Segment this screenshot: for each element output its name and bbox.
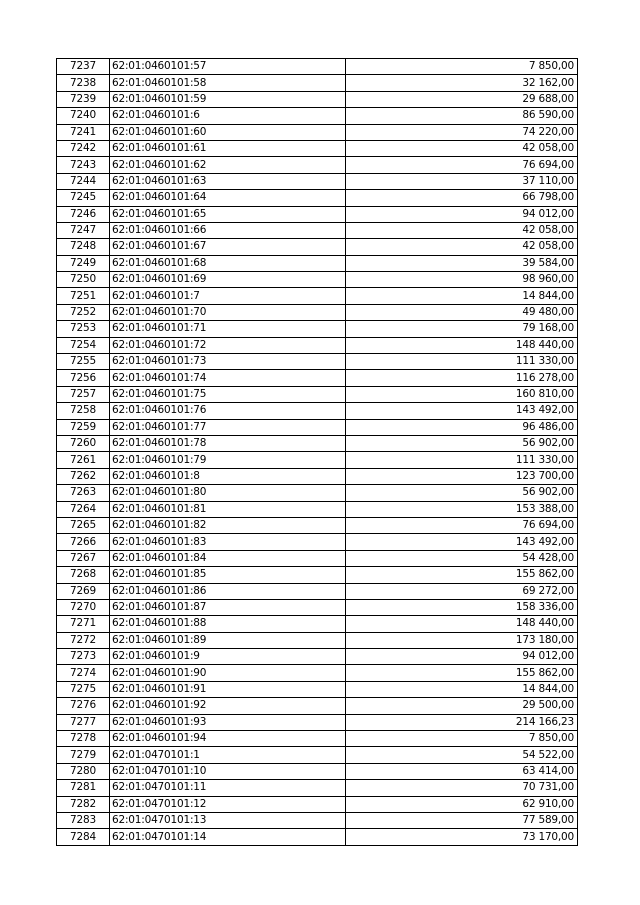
- row-number-cell: 7278: [57, 731, 110, 747]
- row-number-cell: 7269: [57, 583, 110, 599]
- table-row: [57, 501, 578, 517]
- table-row: [57, 206, 578, 222]
- table-row: [57, 780, 578, 796]
- table-row: [57, 321, 578, 337]
- table-row: [57, 173, 578, 189]
- value-cell: 98 960,00: [346, 272, 578, 288]
- row-number-cell: 7257: [57, 386, 110, 402]
- cadastral-number-cell: 62:01:0460101:57: [110, 59, 346, 75]
- cadastral-number-cell: 62:01:0460101:6: [110, 108, 346, 124]
- value-cell: 49 480,00: [346, 304, 578, 320]
- cadastral-number-cell: 62:01:0460101:73: [110, 354, 346, 370]
- value-cell: 111 330,00: [346, 354, 578, 370]
- table-row: [57, 140, 578, 156]
- value-cell: 42 058,00: [346, 239, 578, 255]
- value-cell: 54 428,00: [346, 550, 578, 566]
- cadastral-number-cell: 62:01:0460101:83: [110, 534, 346, 550]
- value-cell: 14 844,00: [346, 288, 578, 304]
- cadastral-number-cell: 62:01:0470101:10: [110, 763, 346, 779]
- table-row: [57, 435, 578, 451]
- value-cell: 76 694,00: [346, 517, 578, 533]
- value-cell: 62 910,00: [346, 796, 578, 812]
- cadastral-number-cell: 62:01:0460101:79: [110, 452, 346, 468]
- value-cell: 143 492,00: [346, 534, 578, 550]
- value-cell: 155 862,00: [346, 567, 578, 583]
- table-body: [57, 59, 578, 846]
- value-cell: 116 278,00: [346, 370, 578, 386]
- row-number-cell: 7266: [57, 534, 110, 550]
- value-cell: 158 336,00: [346, 599, 578, 615]
- table-row: [57, 403, 578, 419]
- cadastral-number-cell: 62:01:0460101:66: [110, 222, 346, 238]
- table-row: [57, 370, 578, 386]
- row-number-cell: 7243: [57, 157, 110, 173]
- cadastral-number-cell: 62:01:0460101:64: [110, 190, 346, 206]
- value-cell: 42 058,00: [346, 140, 578, 156]
- row-number-cell: 7253: [57, 321, 110, 337]
- row-number-cell: 7244: [57, 173, 110, 189]
- row-number-cell: 7282: [57, 796, 110, 812]
- row-number-cell: 7251: [57, 288, 110, 304]
- table-row: [57, 288, 578, 304]
- table-row: [57, 632, 578, 648]
- cadastral-number-cell: 62:01:0460101:87: [110, 599, 346, 615]
- cadastral-number-cell: 62:01:0460101:78: [110, 435, 346, 451]
- table-row: [57, 517, 578, 533]
- row-number-cell: 7241: [57, 124, 110, 140]
- cadastral-number-cell: 62:01:0460101:7: [110, 288, 346, 304]
- row-number-cell: 7276: [57, 698, 110, 714]
- cadastral-number-cell: 62:01:0460101:59: [110, 91, 346, 107]
- cadastral-number-cell: 62:01:0460101:85: [110, 567, 346, 583]
- row-number-cell: 7281: [57, 780, 110, 796]
- row-number-cell: 7284: [57, 829, 110, 845]
- cadastral-number-cell: 62:01:0470101:13: [110, 812, 346, 828]
- row-number-cell: 7256: [57, 370, 110, 386]
- value-cell: 86 590,00: [346, 108, 578, 124]
- value-cell: 42 058,00: [346, 222, 578, 238]
- cadastral-number-cell: 62:01:0460101:80: [110, 485, 346, 501]
- table-row: [57, 681, 578, 697]
- row-number-cell: 7246: [57, 206, 110, 222]
- value-cell: 94 012,00: [346, 649, 578, 665]
- row-number-cell: 7259: [57, 419, 110, 435]
- cadastral-number-cell: 62:01:0460101:69: [110, 272, 346, 288]
- cadastral-value-table: [56, 58, 578, 846]
- table-row: [57, 59, 578, 75]
- cadastral-number-cell: 62:01:0460101:60: [110, 124, 346, 140]
- row-number-cell: 7271: [57, 616, 110, 632]
- cadastral-number-cell: 62:01:0460101:62: [110, 157, 346, 173]
- row-number-cell: 7263: [57, 485, 110, 501]
- row-number-cell: 7267: [57, 550, 110, 566]
- cadastral-number-cell: 62:01:0460101:61: [110, 140, 346, 156]
- row-number-cell: 7261: [57, 452, 110, 468]
- table-row: [57, 75, 578, 91]
- value-cell: 153 388,00: [346, 501, 578, 517]
- cadastral-number-cell: 62:01:0470101:11: [110, 780, 346, 796]
- cadastral-number-cell: 62:01:0460101:68: [110, 255, 346, 271]
- table-row: [57, 124, 578, 140]
- row-number-cell: 7262: [57, 468, 110, 484]
- table-row: [57, 485, 578, 501]
- row-number-cell: 7237: [57, 59, 110, 75]
- row-number-cell: 7248: [57, 239, 110, 255]
- value-cell: 32 162,00: [346, 75, 578, 91]
- row-number-cell: 7283: [57, 812, 110, 828]
- table-row: [57, 386, 578, 402]
- table-row: [57, 714, 578, 730]
- row-number-cell: 7255: [57, 354, 110, 370]
- cadastral-number-cell: 62:01:0460101:63: [110, 173, 346, 189]
- row-number-cell: 7249: [57, 255, 110, 271]
- cadastral-number-cell: 62:01:0460101:89: [110, 632, 346, 648]
- cadastral-number-cell: 62:01:0470101:14: [110, 829, 346, 845]
- table-row: [57, 747, 578, 763]
- row-number-cell: 7252: [57, 304, 110, 320]
- table-row: [57, 337, 578, 353]
- cadastral-number-cell: 62:01:0460101:88: [110, 616, 346, 632]
- value-cell: 79 168,00: [346, 321, 578, 337]
- cadastral-number-cell: 62:01:0460101:81: [110, 501, 346, 517]
- value-cell: 148 440,00: [346, 616, 578, 632]
- value-cell: 94 012,00: [346, 206, 578, 222]
- table-row: [57, 255, 578, 271]
- table-row: [57, 649, 578, 665]
- row-number-cell: 7270: [57, 599, 110, 615]
- cadastral-number-cell: 62:01:0460101:75: [110, 386, 346, 402]
- value-cell: 63 414,00: [346, 763, 578, 779]
- value-cell: 77 589,00: [346, 812, 578, 828]
- table-row: [57, 731, 578, 747]
- row-number-cell: 7264: [57, 501, 110, 517]
- table-row: [57, 599, 578, 615]
- value-cell: 56 902,00: [346, 435, 578, 451]
- table-row: [57, 763, 578, 779]
- cadastral-number-cell: 62:01:0460101:8: [110, 468, 346, 484]
- cadastral-number-cell: 62:01:0460101:91: [110, 681, 346, 697]
- table-row: [57, 91, 578, 107]
- value-cell: 173 180,00: [346, 632, 578, 648]
- row-number-cell: 7247: [57, 222, 110, 238]
- row-number-cell: 7242: [57, 140, 110, 156]
- table-row: [57, 190, 578, 206]
- value-cell: 29 500,00: [346, 698, 578, 714]
- table-row: [57, 829, 578, 845]
- value-cell: 37 110,00: [346, 173, 578, 189]
- value-cell: 143 492,00: [346, 403, 578, 419]
- row-number-cell: 7258: [57, 403, 110, 419]
- cadastral-number-cell: 62:01:0460101:74: [110, 370, 346, 386]
- row-number-cell: 7240: [57, 108, 110, 124]
- value-cell: 96 486,00: [346, 419, 578, 435]
- table-row: [57, 419, 578, 435]
- cadastral-number-cell: 62:01:0460101:84: [110, 550, 346, 566]
- table-row: [57, 698, 578, 714]
- table-row: [57, 796, 578, 812]
- table-row: [57, 812, 578, 828]
- row-number-cell: 7254: [57, 337, 110, 353]
- cadastral-number-cell: 62:01:0460101:72: [110, 337, 346, 353]
- value-cell: 76 694,00: [346, 157, 578, 173]
- row-number-cell: 7239: [57, 91, 110, 107]
- table-row: [57, 304, 578, 320]
- table-row: [57, 157, 578, 173]
- value-cell: 7 850,00: [346, 731, 578, 747]
- table-row: [57, 550, 578, 566]
- cadastral-number-cell: 62:01:0460101:65: [110, 206, 346, 222]
- cadastral-number-cell: 62:01:0460101:70: [110, 304, 346, 320]
- value-cell: 39 584,00: [346, 255, 578, 271]
- cadastral-number-cell: 62:01:0460101:93: [110, 714, 346, 730]
- row-number-cell: 7277: [57, 714, 110, 730]
- row-number-cell: 7280: [57, 763, 110, 779]
- row-number-cell: 7273: [57, 649, 110, 665]
- table-row: [57, 468, 578, 484]
- row-number-cell: 7265: [57, 517, 110, 533]
- value-cell: 7 850,00: [346, 59, 578, 75]
- cadastral-number-cell: 62:01:0460101:58: [110, 75, 346, 91]
- cadastral-number-cell: 62:01:0460101:71: [110, 321, 346, 337]
- row-number-cell: 7274: [57, 665, 110, 681]
- value-cell: 155 862,00: [346, 665, 578, 681]
- cadastral-number-cell: 62:01:0460101:92: [110, 698, 346, 714]
- value-cell: 214 166,23: [346, 714, 578, 730]
- table-row: [57, 616, 578, 632]
- value-cell: 123 700,00: [346, 468, 578, 484]
- cadastral-number-cell: 62:01:0460101:9: [110, 649, 346, 665]
- cadastral-number-cell: 62:01:0460101:90: [110, 665, 346, 681]
- row-number-cell: 7250: [57, 272, 110, 288]
- cadastral-number-cell: 62:01:0470101:12: [110, 796, 346, 812]
- value-cell: 14 844,00: [346, 681, 578, 697]
- cadastral-number-cell: 62:01:0460101:82: [110, 517, 346, 533]
- cadastral-number-cell: 62:01:0470101:1: [110, 747, 346, 763]
- value-cell: 70 731,00: [346, 780, 578, 796]
- row-number-cell: 7268: [57, 567, 110, 583]
- cadastral-number-cell: 62:01:0460101:86: [110, 583, 346, 599]
- cadastral-number-cell: 62:01:0460101:76: [110, 403, 346, 419]
- row-number-cell: 7279: [57, 747, 110, 763]
- row-number-cell: 7238: [57, 75, 110, 91]
- row-number-cell: 7272: [57, 632, 110, 648]
- table-row: [57, 567, 578, 583]
- row-number-cell: 7275: [57, 681, 110, 697]
- row-number-cell: 7245: [57, 190, 110, 206]
- value-cell: 69 272,00: [346, 583, 578, 599]
- table-row: [57, 534, 578, 550]
- value-cell: 29 688,00: [346, 91, 578, 107]
- table-row: [57, 239, 578, 255]
- table-row: [57, 665, 578, 681]
- table-row: [57, 108, 578, 124]
- row-number-cell: 7260: [57, 435, 110, 451]
- table-row: [57, 452, 578, 468]
- table-row: [57, 583, 578, 599]
- value-cell: 56 902,00: [346, 485, 578, 501]
- cadastral-number-cell: 62:01:0460101:77: [110, 419, 346, 435]
- value-cell: 66 798,00: [346, 190, 578, 206]
- value-cell: 148 440,00: [346, 337, 578, 353]
- value-cell: 73 170,00: [346, 829, 578, 845]
- table-row: [57, 354, 578, 370]
- value-cell: 74 220,00: [346, 124, 578, 140]
- value-cell: 111 330,00: [346, 452, 578, 468]
- value-cell: 160 810,00: [346, 386, 578, 402]
- cadastral-number-cell: 62:01:0460101:94: [110, 731, 346, 747]
- table-row: [57, 272, 578, 288]
- cadastral-number-cell: 62:01:0460101:67: [110, 239, 346, 255]
- table-row: [57, 222, 578, 238]
- value-cell: 54 522,00: [346, 747, 578, 763]
